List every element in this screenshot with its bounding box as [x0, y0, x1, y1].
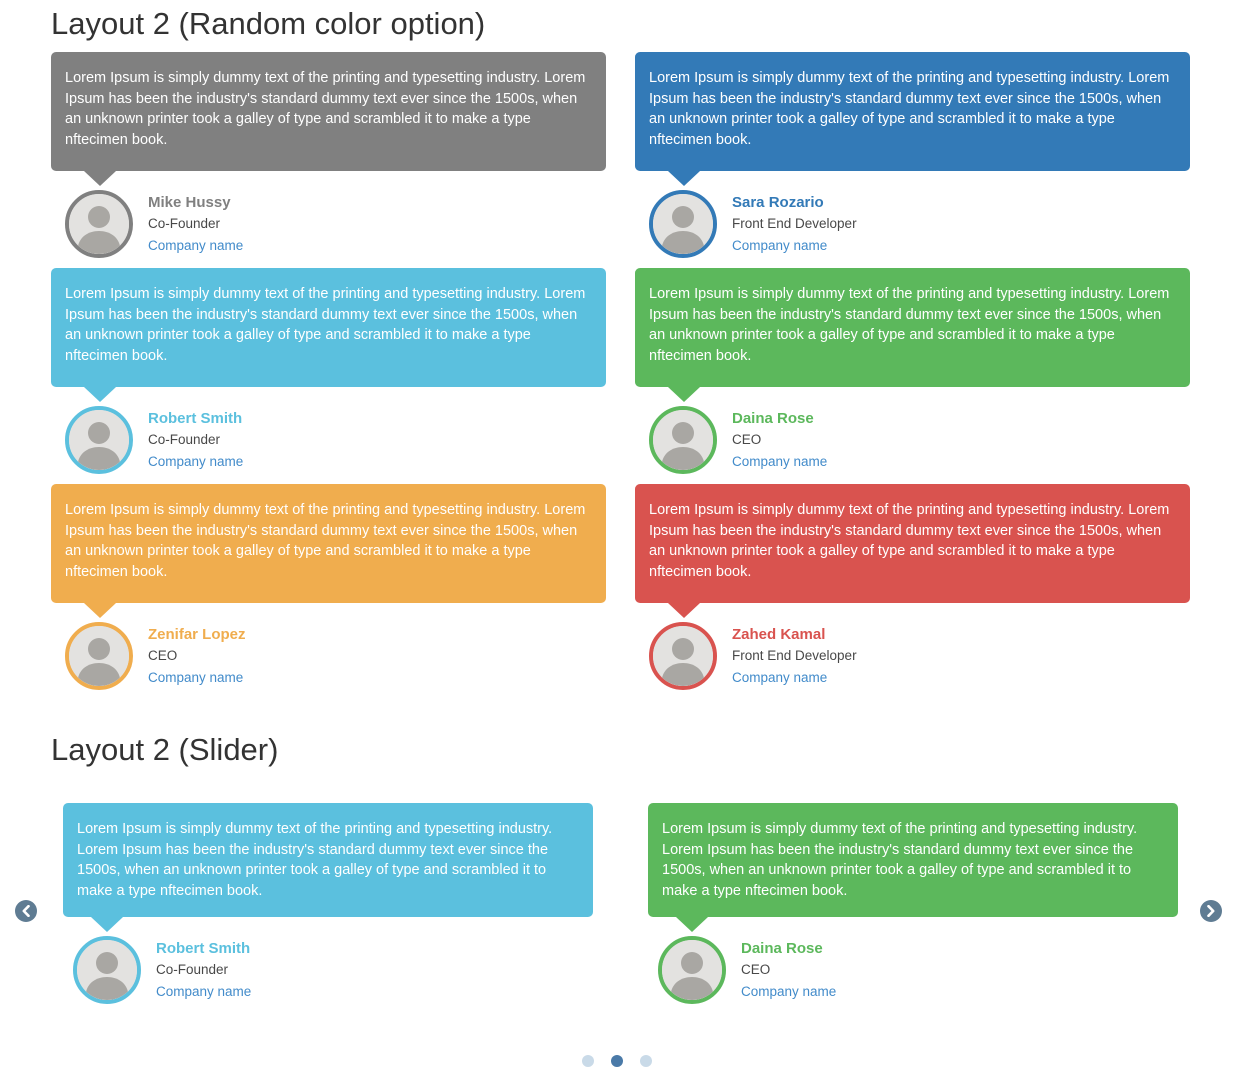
testimonial-bubble	[635, 52, 1190, 171]
bubble-tail	[676, 917, 708, 932]
person-row	[635, 622, 1190, 690]
avatar	[65, 622, 133, 690]
bubble-tail	[668, 603, 700, 618]
chevron-left-icon	[20, 905, 32, 917]
testimonial-quote: Lorem Ipsum is simply dummy text of the printing and typesetting industry. Lorem Ipsum has been the industry's standard dummy text ever since the 1500s, when an unknown printer took a galley of type and scrambled it to make a type nftecimen book.	[65, 502, 586, 580]
avatar-photo	[69, 194, 129, 254]
avatar	[649, 406, 717, 474]
person-name: Daina Rose	[732, 410, 814, 427]
testimonial-bubble	[635, 484, 1190, 603]
person-name: Daina Rose	[741, 940, 823, 957]
bubble-tail	[668, 387, 700, 402]
person-row	[648, 936, 1178, 1004]
section-title-random-color: Layout 2 (Random color option)	[51, 6, 486, 41]
testimonial-bubble	[51, 268, 606, 387]
avatar	[649, 190, 717, 258]
avatar-photo	[653, 410, 713, 470]
company-link[interactable]: Company name	[732, 670, 828, 685]
testimonial-grid	[0, 52, 1234, 700]
company-link[interactable]: Company name	[148, 454, 244, 469]
person-name: Robert Smith	[156, 940, 251, 957]
chevron-right-icon	[1205, 905, 1217, 917]
testimonial-card	[51, 268, 606, 474]
avatar-photo	[69, 626, 129, 686]
avatar	[649, 622, 717, 690]
person-name: Sara Rozario	[732, 194, 824, 211]
slider-dot-active[interactable]	[611, 1055, 623, 1067]
person-info	[148, 622, 246, 687]
person-name: Zenifar Lopez	[148, 626, 246, 643]
avatar	[65, 406, 133, 474]
bubble-tail	[84, 603, 116, 618]
avatar	[73, 936, 141, 1004]
section-title-slider: Layout 2 (Slider)	[51, 732, 279, 767]
testimonial-bubble	[635, 268, 1190, 387]
testimonial-quote: Lorem Ipsum is simply dummy text of the printing and typesetting industry. Lorem Ipsum has been the industry's standard dummy text ever since the 1500s, when an unknown printer took a galley of type and scrambled it to make a type nftecimen book.	[77, 821, 553, 899]
person-info	[741, 936, 836, 1001]
slider-track	[0, 803, 1234, 1014]
avatar-photo	[653, 626, 713, 686]
person-name: Mike Hussy	[148, 194, 231, 211]
person-name: Zahed Kamal	[732, 626, 826, 643]
testimonial-card	[63, 803, 593, 1004]
person-role: Front End Developer	[732, 648, 857, 663]
bubble-tail	[84, 171, 116, 186]
testimonial-slider	[0, 803, 1234, 1067]
company-link[interactable]: Company name	[156, 984, 252, 999]
testimonial-quote: Lorem Ipsum is simply dummy text of the printing and typesetting industry. Lorem Ipsum has been the industry's standard dummy text ever since the 1500s, when an unknown printer took a galley of type and scrambled it to make a type nftecimen book.	[649, 286, 1170, 364]
testimonial-bubble	[51, 484, 606, 603]
avatar	[65, 190, 133, 258]
person-role: Front End Developer	[732, 216, 857, 231]
testimonial-card	[635, 52, 1190, 258]
person-role: CEO	[741, 962, 771, 977]
person-info	[148, 406, 243, 471]
testimonial-quote: Lorem Ipsum is simply dummy text of the printing and typesetting industry. Lorem Ipsum has been the industry's standard dummy text ever since the 1500s, when an unknown printer took a galley of type and scrambled it to make a type nftecimen book.	[662, 821, 1138, 899]
testimonial-bubble	[63, 803, 593, 917]
testimonial-quote: Lorem Ipsum is simply dummy text of the printing and typesetting industry. Lorem Ipsum has been the industry's standard dummy text ever since the 1500s, when an unknown printer took a galley of type and scrambled it to make a type nftecimen book.	[65, 70, 586, 148]
person-info	[732, 622, 857, 687]
bubble-tail	[84, 387, 116, 402]
person-info	[156, 936, 251, 1001]
testimonial-card	[635, 268, 1190, 474]
company-link[interactable]: Company name	[732, 454, 828, 469]
slider-dot[interactable]	[582, 1055, 594, 1067]
person-row	[51, 190, 606, 258]
testimonial-card	[635, 484, 1190, 690]
person-row	[51, 622, 606, 690]
person-row	[63, 936, 593, 1004]
slider-pagination	[0, 1055, 1234, 1067]
testimonial-quote: Lorem Ipsum is simply dummy text of the printing and typesetting industry. Lorem Ipsum has been the industry's standard dummy text ever since the 1500s, when an unknown printer took a galley of type and scrambled it to make a type nftecimen book.	[65, 286, 586, 364]
person-row	[635, 190, 1190, 258]
person-role: CEO	[732, 432, 762, 447]
person-row	[51, 406, 606, 474]
testimonial-card	[648, 803, 1178, 1004]
avatar-photo	[653, 194, 713, 254]
person-role: Co-Founder	[148, 432, 221, 447]
avatar-photo	[662, 940, 722, 1000]
person-name: Robert Smith	[148, 410, 243, 427]
person-row	[635, 406, 1190, 474]
avatar-photo	[69, 410, 129, 470]
company-link[interactable]: Company name	[148, 238, 244, 253]
bubble-tail	[91, 917, 123, 932]
testimonial-bubble	[51, 52, 606, 171]
person-role: CEO	[148, 648, 178, 663]
bubble-tail	[668, 171, 700, 186]
slider-next-button[interactable]	[1200, 900, 1222, 922]
avatar-photo	[77, 940, 137, 1000]
company-link[interactable]: Company name	[741, 984, 837, 999]
person-info	[148, 190, 243, 255]
person-role: Co-Founder	[156, 962, 229, 977]
company-link[interactable]: Company name	[732, 238, 828, 253]
slider-dot[interactable]	[640, 1055, 652, 1067]
testimonial-card	[51, 52, 606, 258]
person-info	[732, 190, 857, 255]
avatar	[658, 936, 726, 1004]
testimonial-quote: Lorem Ipsum is simply dummy text of the printing and typesetting industry. Lorem Ipsum has been the industry's standard dummy text ever since the 1500s, when an unknown printer took a galley of type and scrambled it to make a type nftecimen book.	[649, 502, 1170, 580]
slider-prev-button[interactable]	[15, 900, 37, 922]
person-role: Co-Founder	[148, 216, 221, 231]
testimonial-card	[51, 484, 606, 690]
testimonial-quote: Lorem Ipsum is simply dummy text of the printing and typesetting industry. Lorem Ipsum has been the industry's standard dummy text ever since the 1500s, when an unknown printer took a galley of type and scrambled it to make a type nftecimen book.	[649, 70, 1170, 148]
person-info	[732, 406, 827, 471]
company-link[interactable]: Company name	[148, 670, 244, 685]
testimonial-bubble	[648, 803, 1178, 917]
